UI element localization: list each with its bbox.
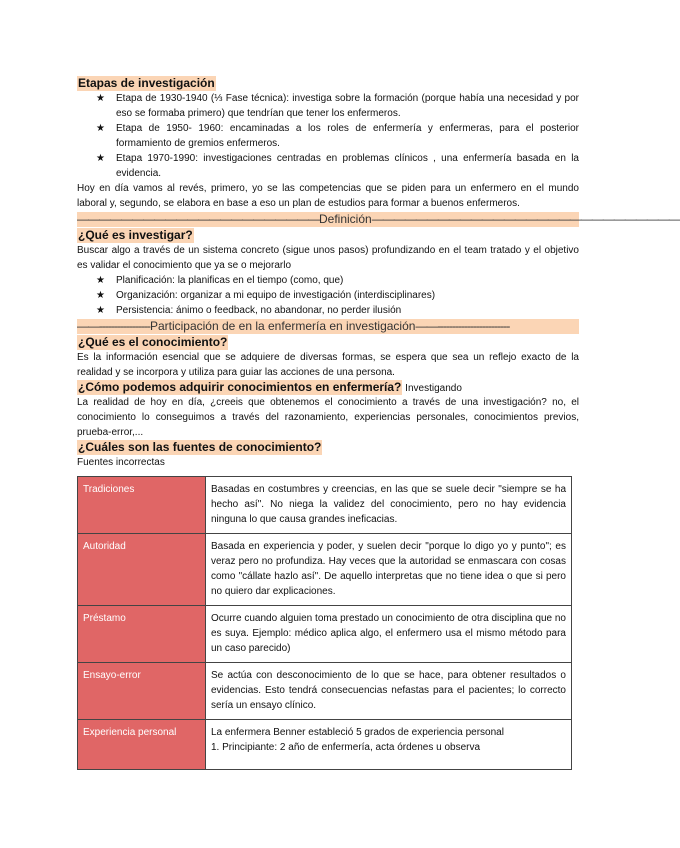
heading-etapas: Etapas de investigación [78,76,215,90]
source-name: Experiencia personal [78,720,206,770]
list-item: ★ Persistencia: ánimo o feedback, no abandonar, no perder ilusión [96,305,402,316]
star-icon: ★ [96,305,105,316]
separator-participacion: ——-----------------Participación de en la enfermería en investigación——------------------------ [77,319,579,334]
source-description: La enfermera Benner estableció 5 grados de experiencia personal 1. Principiante: 2 año de enfermería, acta órdenes u observa [206,720,572,770]
question-investigar: ¿Qué es investigar? [78,228,193,242]
source-name: Tradiciones [78,477,206,534]
fuentes-table [77,476,572,770]
source-name: Préstamo [78,606,206,663]
table-row [78,720,572,770]
definicion-list [77,273,579,318]
source-name: Ensayo-error [78,663,206,720]
etapas-list [77,91,579,181]
list-item: ★ Organización: organizar a mi equipo de investigación (interdisciplinares) [96,290,436,301]
table-row [78,534,572,606]
conocimiento-paragraph: Es la información esencial que se adquiere de diversas formas, se espera que sea un reflejo exacto de la realidad y se incorpora y utiliza para guiar las acciones de una persona. [77,352,579,378]
source-description: Se actúa con desconocimiento de lo que se hace, para obtener resultados o evidencias. Esto tendrá consecuencias nefastas para el pacientes; lo correcto sería un ensayo clínico. [206,663,572,720]
source-name: Autoridad [78,534,206,606]
star-icon: ★ [96,290,105,301]
document-page [77,76,680,770]
list-item: ★ Etapa de 1950- 1960: encaminadas a los roles de enfermería y enfermeras, para el posterior formamiento de gremios enfermeros. [96,123,579,149]
etapas-paragraph: Hoy en día vamos al revés, primero, yo se las competencias que se piden para un enfermero en el mundo laboral y, segundo, se elabora en base a eso un plan de estudios para formar a buenos enfermeros. [77,183,579,209]
definicion-paragraph: Buscar algo a través de un sistema concreto (sigue unos pasos) profundizando en el team tratado y el objetivo es validar el conocimiento que ya se o mejorarlo [77,245,579,271]
source-description: Basada en experiencia y poder, y suelen decir "porque lo digo yo y punto"; es veraz pero no profundiza. Hay veces que la autoridad se enmascara con cosas como "cállate hazlo así". De aquello interpretas que no tiene idea o que si pero no quiero dar explicaciones. [206,534,572,606]
table-row [78,606,572,663]
star-icon: ★ [96,123,105,134]
separator-definicion: ——————————————————————Definición———————————————————————————— [77,212,680,226]
table-row [78,477,572,534]
question-conocimiento: ¿Qué es el conocimiento? [78,335,228,349]
table-row [78,663,572,720]
list-item: ★ Etapa 1970-1990: investigaciones centradas en problemas clínicos , una enfermería basada en la evidencia. [96,153,579,179]
question-fuentes: ¿Cuáles son las fuentes de conocimiento? [78,440,322,454]
star-icon: ★ [96,153,105,164]
star-icon: ★ [96,275,105,286]
fuentes-subtitle: Fuentes incorrectas [77,457,165,468]
question-adquirir: ¿Cómo podemos adquirir conocimientos en enfermería? [78,380,402,394]
list-item: ★ Planificación: la planificas en el tiempo (como, que) [96,275,344,286]
adquirir-paragraph: La realidad de hoy en día, ¿creeis que obtenemos el conocimiento a través de una investigación? no, el conocimiento lo conseguimos a través del razonamiento, experiencias personales, conocimientos previos, prueba-error,... [77,397,579,438]
list-item: ★ Etapa de 1930-1940 (⅓ Fase técnica): investiga sobre la formación (porque había una necesidad y por eso se formaba primero) que tendrían que tener los enfermeros. [96,93,579,119]
star-icon: ★ [96,93,105,104]
source-description: Basadas en costumbres y creencias, en las que se suele decir "siempre se ha hecho así". No niega la validez del conocimiento, pero no hay evidencia ninguna lo que causa grandes ineficacias. [206,477,572,534]
source-description: Ocurre cuando alguien toma prestado un conocimiento de otra disciplina que no es suya. Ejemplo: médico aplica algo, el enfermero usa el mismo método para un caso parecido) [206,606,572,663]
answer-note: Investigando [405,383,462,394]
